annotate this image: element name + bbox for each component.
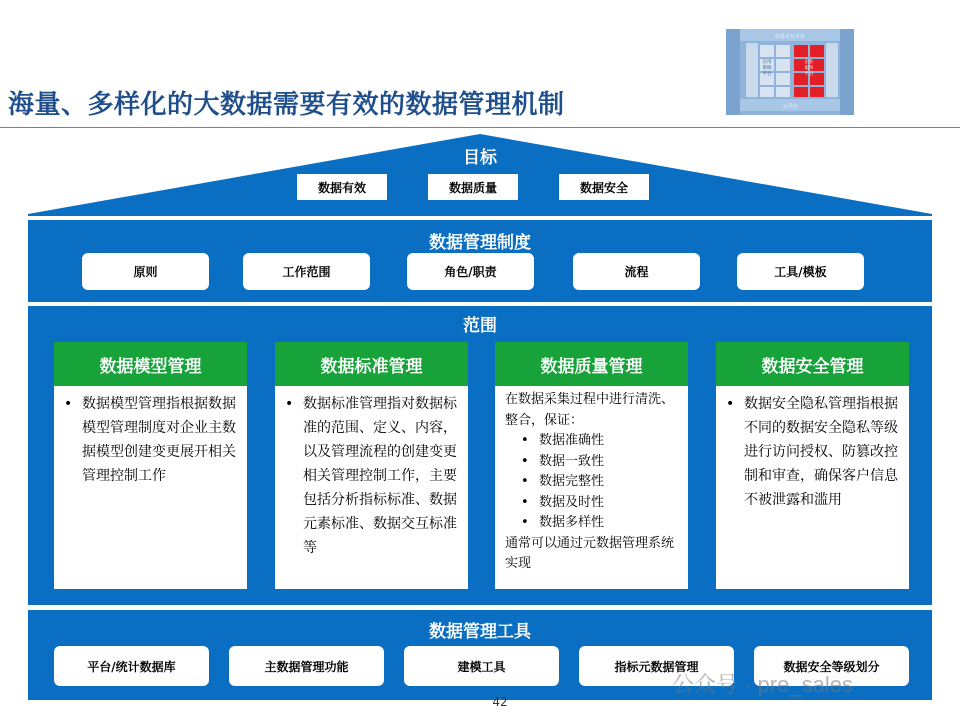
list-item: • 数据完整性: [505, 472, 680, 493]
card-data-security: [716, 342, 909, 589]
system-item-process: 流程: [573, 253, 700, 290]
tool-item-security-level: 数据安全等级划分: [754, 646, 909, 686]
tool-item-platform-db: 平台/统计数据库: [54, 646, 209, 686]
scope-title: 范围: [463, 316, 497, 336]
card-title: 数据模型管理: [54, 342, 247, 386]
card-data-standard: [275, 342, 468, 589]
bullet-icon: •: [521, 433, 529, 448]
svg-text:平台: 平台: [804, 72, 814, 77]
system-item-roles: 角色/职责: [407, 253, 534, 290]
list-item: • 数据多样性: [505, 513, 680, 534]
tool-item-mdm: 主数据管理功能: [229, 646, 384, 686]
illus-bottom-label: 云平台: [782, 104, 798, 110]
system-item-tools-templates: 工具/模板: [737, 253, 864, 290]
platform-illustration: [720, 25, 860, 121]
bullet-icon: •: [521, 453, 529, 469]
list-item: • 数据一致性: [505, 452, 680, 473]
tool-item-metadata: 指标元数据管理: [579, 646, 734, 686]
card-data-model: [54, 342, 247, 589]
bullet-icon: •: [521, 474, 529, 489]
card-title: 数据质量管理: [495, 342, 688, 386]
goal-data-quality: 数据质量: [428, 174, 518, 200]
list-item: • 数据准确性: [505, 431, 680, 452]
system-item-scope: 工作范围: [243, 253, 370, 290]
illus-right-label: 企业: [804, 60, 814, 65]
system-title: 数据管理制度: [429, 233, 531, 253]
list-item: • 数据安全隐私管理指根据不同的数据安全隐私等级进行访问授权、防篡改控制和审查，确保客户信息不被泄露和滥用: [726, 392, 901, 512]
illus-top-label: 信息交互平台: [774, 34, 806, 40]
bullet-icon: •: [521, 515, 529, 530]
list-item: • 数据标准管理指对数据标准的范围、定义、内容，以及管理流程的创建变更相关管理控制工作，主要包括分析指标标准、数据元素标准、数据交互标准等: [285, 392, 460, 560]
list-item: • 数据及时性: [505, 493, 680, 514]
title-divider: [0, 127, 960, 128]
goal-data-valid: 数据有效: [297, 174, 387, 200]
bullet-icon: •: [64, 396, 73, 412]
card-outro: 通常可以通过元数据管理系统实现: [505, 535, 675, 571]
watermark: 公众号 · pre_sales: [672, 672, 853, 697]
tools-title: 数据管理工具: [429, 622, 531, 642]
svg-text:服务: 服务: [804, 66, 814, 71]
card-intro: 在数据采集过程中进行清洗、整合，保证：: [505, 392, 675, 428]
goal-title: 目标: [463, 148, 497, 168]
goal-data-security: 数据安全: [559, 174, 649, 200]
list-item: • 数据模型管理指根据数据模型管理制度对企业主数据模型创建变更展开相关管理控制工作: [64, 392, 239, 488]
system-band: [28, 220, 932, 302]
svg-text:系统: 系统: [762, 66, 772, 71]
bullet-icon: •: [521, 494, 529, 510]
card-title: 数据标准管理: [275, 342, 468, 386]
system-item-principle: 原则: [82, 253, 209, 290]
illus-left-label: 应用: [762, 60, 772, 65]
card-title: 数据安全管理: [716, 342, 909, 386]
bullet-icon: •: [726, 396, 735, 412]
svg-text:平台: 平台: [762, 72, 772, 77]
card-data-quality: [495, 342, 688, 589]
bullet-icon: •: [285, 396, 294, 412]
page-title: 海量、多样化的大数据需要有效的数据管理机制: [8, 90, 565, 120]
page-number: 42: [492, 695, 508, 709]
tool-item-modeling: 建模工具: [404, 646, 559, 686]
